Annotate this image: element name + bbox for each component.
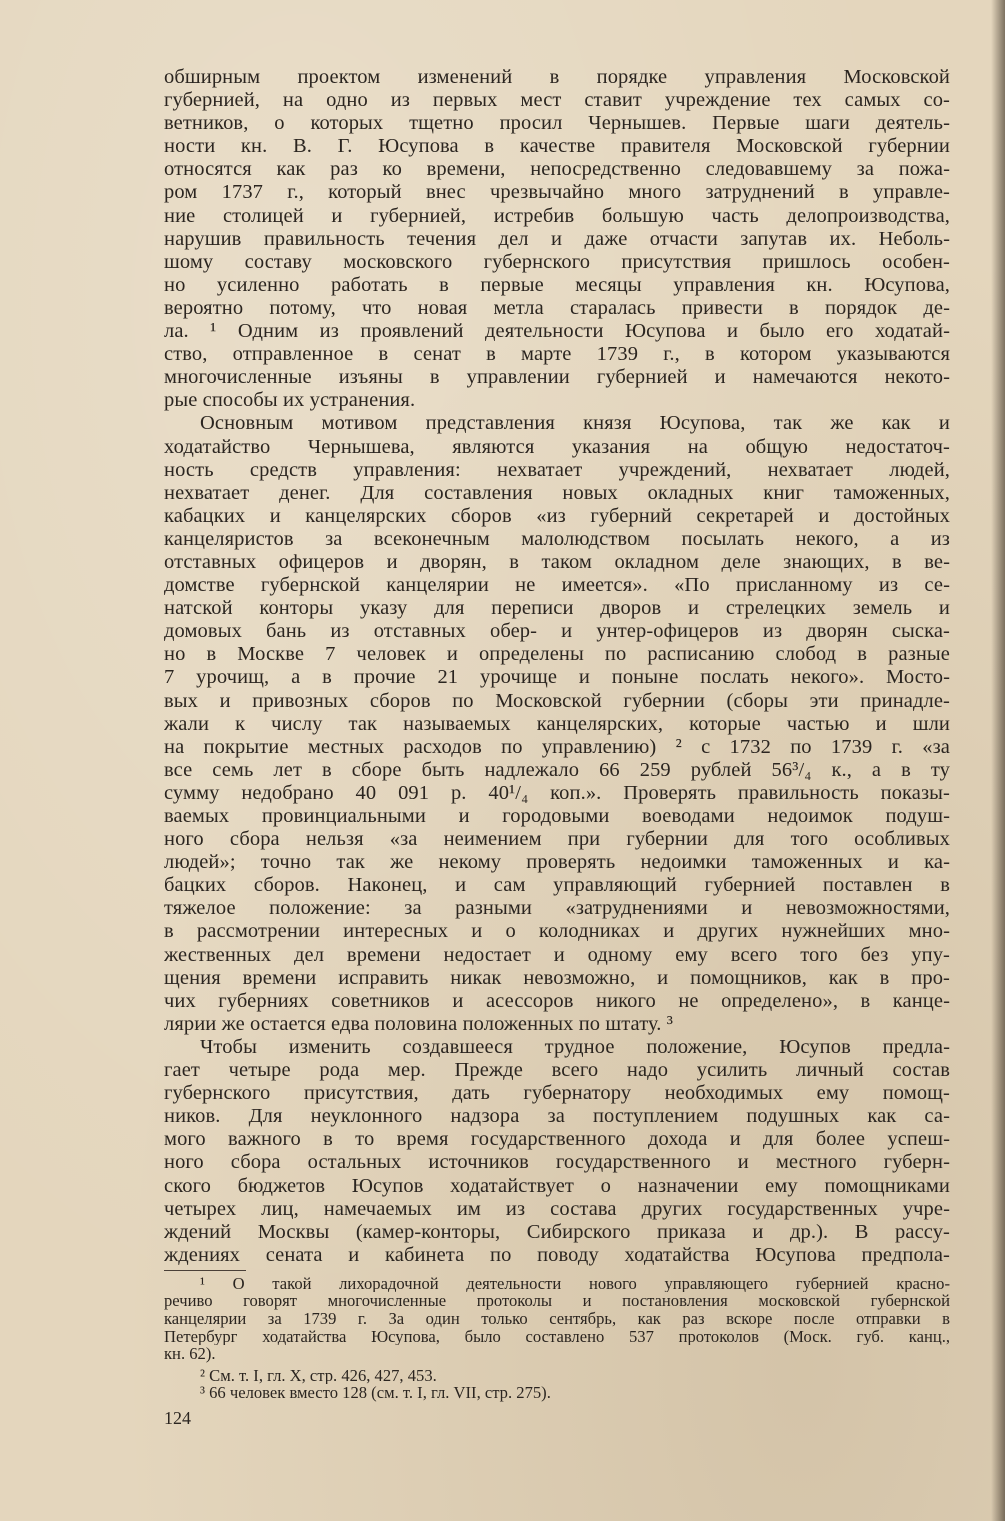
body-line: относятся как раз ко времени, непосредственно следовавшему за пожа- bbox=[164, 158, 950, 181]
body-line: но в Москве 7 человек и определены по расписанию слобод в разные bbox=[164, 643, 950, 666]
body-line: на покрытие местных расходов по управлению) ² с 1732 по 1739 г. «за bbox=[164, 735, 950, 758]
page-text bbox=[164, 66, 950, 1428]
body-line: лярии же остается едва половина положенных по штату. ³ bbox=[164, 1012, 673, 1035]
body-line: жали к числу так называемых канцелярских, которые частью и шли bbox=[164, 712, 950, 735]
body-line: Чтобы изменить создавшееся трудное положение, Юсупов предла- bbox=[200, 1035, 950, 1058]
body-line: щения времени исправить никак невозможно, и помощников, как в про- bbox=[164, 966, 950, 989]
body-line: ние столицей и губернией, истребив большую часть делопроизводства, bbox=[164, 204, 950, 227]
body-line: тяжелое положение: за разными «затруднениями и невозможностями, bbox=[164, 897, 950, 920]
body-line: кабацких и канцелярских сборов «из губерний секретарей и достойных bbox=[164, 504, 950, 527]
body-line: мого важного в то время государственного дохода и для более успеш- bbox=[164, 1128, 950, 1151]
body-line: отставных офицеров и дворян, в таком окладном деле знающих, в ве- bbox=[164, 550, 950, 573]
footnote-3: ³ 66 человек вместо 128 (см. т. I, гл. VII, стр. 275). bbox=[200, 1384, 551, 1403]
body-line: ников. Для неуклонного надзора за поступлением подушных как са- bbox=[164, 1105, 950, 1128]
body-line: вероятно потому, что новая метла старалась привести в порядок де- bbox=[164, 296, 950, 319]
body-line: гает четыре рода мер. Прежде всего надо усилить личный состав bbox=[164, 1059, 950, 1082]
body-line: шому составу московского губернского присутствия пришлось особен- bbox=[164, 250, 950, 273]
body-line: рые способы их устранения. bbox=[164, 389, 416, 412]
body-line: многочисленные изъяны в управлении губернией и намечаются некото- bbox=[164, 366, 950, 389]
footnotes bbox=[164, 1275, 950, 1402]
body-line: людей»; точно так же некому проверять недоимки таможенных и ка- bbox=[164, 851, 950, 874]
body-line: все семь лет в сборе быть надлежало 66 259 рублей 56³/₄ к., а в ту bbox=[164, 758, 950, 781]
body-line: но усиленно работать в первые месяцы управления кн. Юсупова, bbox=[164, 273, 950, 296]
body-line: нехватает денег. Для составления новых окладных книг таможенных, bbox=[164, 481, 950, 504]
body-line: ности кн. В. Г. Юсупова в качестве правителя Московской губернии bbox=[164, 135, 950, 158]
body-line: ром 1737 г., который внес чрезвычайно много затруднений в управле- bbox=[164, 181, 950, 204]
body-line: губернией, на одно из первых мест ставит учреждение тех самых со- bbox=[164, 89, 950, 112]
body-line: ветников, о которых тщетно просил Чернышев. Первые шаги деятель- bbox=[164, 112, 950, 135]
body-line: ского бюджетов Юсупов ходатайствует о назначении ему помощниками bbox=[164, 1174, 950, 1197]
footnote-1-line: канцелярии за 1739 г. За один только сентябрь, как раз вскоре после отправки в bbox=[164, 1310, 950, 1328]
body-line: домовых бань из отставных обер- и унтер-офицеров из дворян сыска- bbox=[164, 620, 950, 643]
body-line: канцеляристов за всеконечным малолюдством посылать некого, а из bbox=[164, 527, 950, 550]
page-edge-shadow bbox=[991, 0, 1005, 1521]
footnote-1-line: кн. 62). bbox=[164, 1345, 216, 1363]
body-line: ждений Москвы (камер-конторы, Сибирского приказа и др.). В рассу- bbox=[164, 1220, 950, 1243]
footnote-1-line: Петербург ходатайства Юсупова, было составлено 537 протоколов (Моск. губ. канц., bbox=[164, 1327, 950, 1346]
body-line: ного сбора остальных источников государственного и местного губерн- bbox=[164, 1151, 950, 1174]
body-text bbox=[164, 66, 950, 1267]
footnote-1-line: речиво говорят многочисленные протоколы и постановления московской губернской bbox=[164, 1292, 950, 1311]
body-line: обширным проектом изменений в порядке управления Московской bbox=[164, 66, 950, 88]
footnote-1-line: ¹ О такой лихорадочной деятельности нового управляющего губернией красно- bbox=[200, 1274, 950, 1293]
page-number: 124 bbox=[164, 1408, 191, 1429]
body-line: ство, отправленное в сенат в марте 1739 г., в котором указываются bbox=[164, 343, 950, 366]
body-line: домстве губернской канцелярии не имеется». «По присланному из се- bbox=[164, 574, 950, 597]
footnote-2: ² См. т. I, гл. X, стр. 426, 427, 453. bbox=[200, 1366, 437, 1385]
body-line: Основным мотивом представления князя Юсупова, так же как и bbox=[200, 412, 950, 435]
body-line: вых и привозных сборов по Московской губернии (сборы эти принадле- bbox=[164, 689, 950, 712]
body-line: ждениях сената и кабинета по поводу ходатайства Юсупова предпола- bbox=[164, 1243, 950, 1266]
body-line: ла. ¹ Одним из проявлений деятельности Юсупова и было его ходатай- bbox=[164, 320, 950, 343]
body-line: ность средств управления: нехватает учреждений, нехватает людей, bbox=[164, 458, 950, 481]
body-line: ходатайство Чернышева, являются указания на общую недостаточ- bbox=[164, 435, 950, 458]
body-line: бацких сборов. Наконец, и сам управляющий губернией поставлен в bbox=[164, 874, 950, 897]
body-line: нарушив правильность течения дел и даже отчасти запутав их. Неболь- bbox=[164, 227, 950, 250]
footnote-rule bbox=[164, 1270, 246, 1271]
body-line: чих губерниях советников и асессоров никого не определено», в канце- bbox=[164, 989, 950, 1012]
body-line: ного сбора нельзя «за неимением при губернии для того особливых bbox=[164, 828, 950, 851]
body-line: 7 урочищ, а в прочие 21 урочище и поныне послать некого». Мосто- bbox=[164, 666, 950, 689]
body-line: натской конторы указу для переписи дворов и стрелецких земель и bbox=[164, 597, 950, 620]
body-line: сумму недобрано 40 091 р. 40¹/₄ коп.». Проверять правильность показы- bbox=[164, 781, 950, 804]
body-line: в рассмотрении интересных и о колодниках и других нужнейших мно- bbox=[164, 920, 950, 943]
body-line: жественных дел времени недостает и одному ему всего того без упу- bbox=[164, 943, 950, 966]
body-line: четырех лиц, намечаемых им из состава других государственных учре- bbox=[164, 1197, 950, 1220]
body-line: ваемых провинциальными и городовыми воеводами недоимок подуш- bbox=[164, 805, 950, 827]
body-line: губернского присутствия, дать губернатору необходимых ему помощ- bbox=[164, 1082, 950, 1105]
